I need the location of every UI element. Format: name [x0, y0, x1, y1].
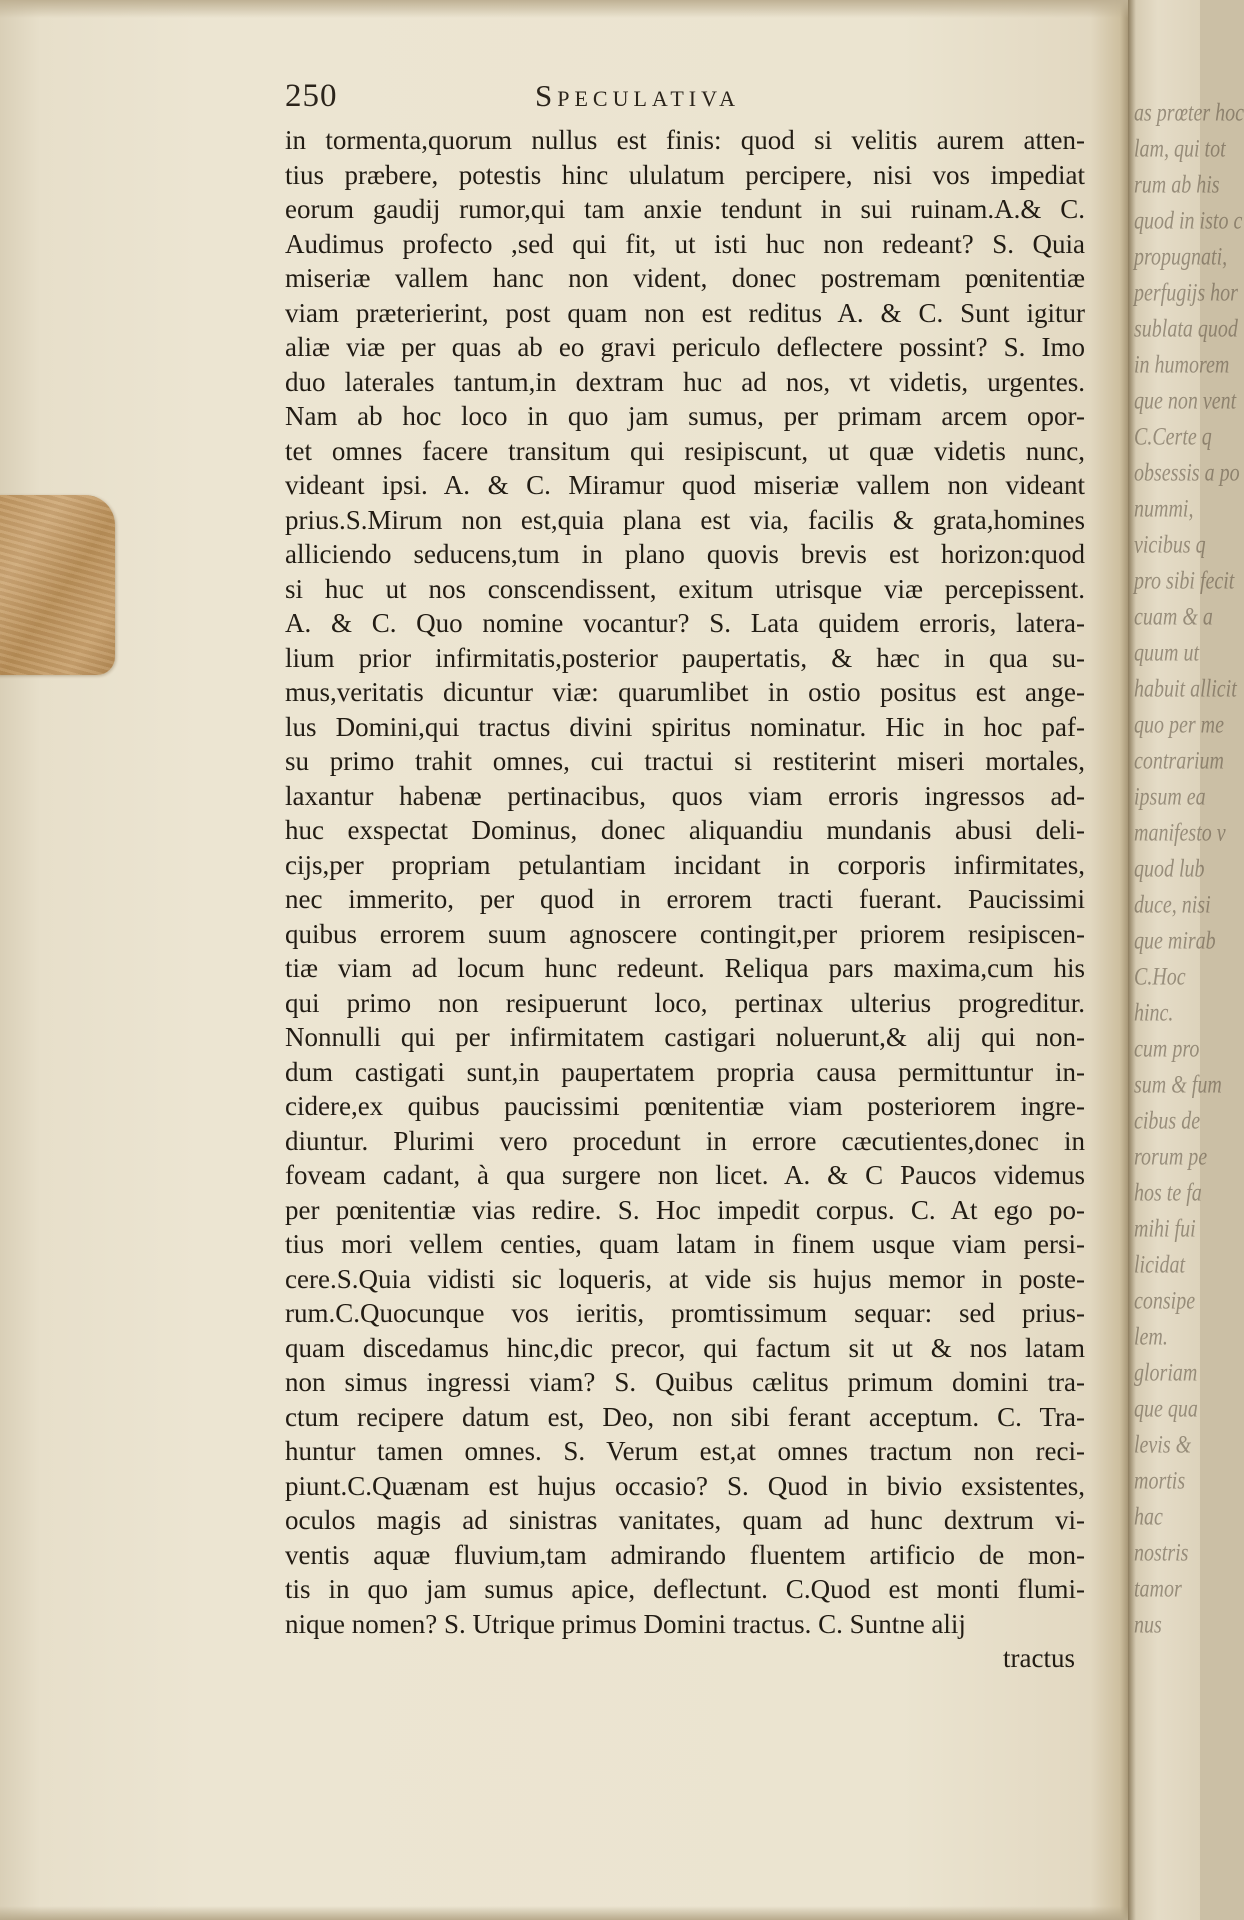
facing-page-line: mortis: [1134, 1467, 1186, 1495]
facing-page-line: consipe: [1134, 1287, 1196, 1315]
facing-page-line: cum pro: [1134, 1035, 1200, 1063]
facing-page-line: cuam & a: [1134, 603, 1213, 631]
text-line: tet omnes facere transitum qui resipiscunt, ut quæ videtis nunc,: [285, 435, 1085, 466]
text-line: piunt.C.Quænam est hujus occasio? S. Quod in bivio exsistentes,: [285, 1470, 1085, 1501]
facing-page-line: hac: [1134, 1503, 1163, 1531]
facing-page-line: quod lub: [1134, 855, 1205, 883]
text-line: lium prior infirmitatis,posterior paupertatis, & hæc in qua su-: [285, 642, 1085, 673]
text-line: A. & C. Quo nomine vocantur? S. Lata quidem erroris, latera-: [285, 608, 1085, 638]
text-line: eorum gaudij rumor,qui tam anxie tendunt in sui ruinam.A.& C.: [285, 194, 1085, 224]
text-line: Nam ab hoc loco in quo jam sumus, per primam arcem opor-: [285, 401, 1085, 431]
facing-page-line: rum ab his: [1134, 171, 1220, 199]
facing-page-line: contrarium: [1134, 747, 1224, 775]
text-line: tis in quo jam sumus apice, deflectunt. C.Quod est monti flumi-: [285, 1574, 1085, 1604]
facing-page-line: quo per me: [1134, 711, 1224, 739]
text-line: duo laterales tantum,in dextram huc ad nos, vt videtis, urgentes.: [285, 366, 1085, 397]
text-line: lus Domini,qui tractus divini spiritus nominatur. Hic in hoc paf-: [285, 711, 1085, 742]
text-line: dum castigati sunt,in paupertatem propria causa permittuntur in-: [285, 1056, 1085, 1087]
text-line: cidere,ex quibus paucissimi pœnitentiæ viam posteriorem ingre-: [285, 1091, 1085, 1121]
text-line: oculos magis ad sinistras vanitates, quam ad hunc dextrum vi-: [285, 1505, 1085, 1535]
facing-page-line: nostris: [1134, 1539, 1189, 1567]
facing-page-line: nus: [1134, 1611, 1162, 1639]
facing-page-line: que qua: [1134, 1395, 1198, 1423]
text-line: cijs,per propriam petulantiam incidant in corporis infirmitates,: [285, 849, 1085, 880]
text-line: ctum recipere datum est, Deo, non sibi ferant acceptum. C. Tra-: [285, 1401, 1085, 1432]
text-line: si huc ut nos conscendissent, exitum utrisque viæ percepissent.: [285, 573, 1085, 604]
facing-page-line: sum & fum: [1134, 1071, 1222, 1099]
page-top-shadow: [0, 0, 1128, 18]
text-line: in tormenta,quorum nullus est finis: quod si velitis aurem atten-: [285, 125, 1085, 155]
text-line: foveam cadant, à qua surgere non licet. A. & C Paucos videmus: [285, 1160, 1085, 1190]
facing-page-line: pro sibi fecit: [1134, 567, 1235, 595]
facing-page-line: C.Hoc: [1134, 963, 1186, 991]
facing-page-line: perfugijs hor: [1134, 279, 1238, 307]
page-number: 250: [285, 78, 338, 114]
facing-page-line: levis &: [1134, 1431, 1192, 1459]
facing-page-line: que mirab: [1134, 927, 1216, 955]
facing-page-line: sublata quod: [1134, 315, 1238, 343]
text-line: huntur tamen omnes. S. Verum est,at omnes tractum non reci-: [285, 1436, 1085, 1466]
facing-page-edge: [1128, 0, 1244, 1920]
adhesive-tape-mark: [0, 495, 115, 675]
facing-page-line: manifesto v: [1134, 819, 1226, 847]
page-bottom-shadow: [0, 1906, 1128, 1920]
text-line: cere.S.Quia vidisti sic loqueris, at vide sis hujus memor in poste-: [285, 1263, 1085, 1294]
facing-page-line: quum ut: [1134, 639, 1199, 667]
catchword: tractus: [1003, 1643, 1075, 1673]
text-line: viam præterierint, post quam non est reditus A. & C. Sunt igitur: [285, 297, 1085, 328]
facing-page-line: hinc.: [1134, 999, 1174, 1027]
text-line: aliæ viæ per quas ab eo gravi periculo deflectere possint? S. Imo: [285, 332, 1085, 362]
running-title: Speculativa: [535, 78, 741, 113]
text-line: quam discedamus hinc,dic precor, qui factum sit ut & nos latam: [285, 1332, 1085, 1363]
facing-page-line: ipsum ea: [1134, 783, 1206, 811]
text-line: qui primo non resipuerunt loco, pertinax ulterius progreditur.: [285, 987, 1085, 1018]
text-line: laxantur habenæ pertinacibus, quos viam erroris ingressos ad-: [285, 780, 1085, 811]
text-line: tius mori vellem centies, quam latam in finem usque viam persi-: [285, 1229, 1085, 1259]
facing-page-line: nummi,: [1134, 495, 1194, 523]
facing-page-line: obsessis a po: [1134, 459, 1240, 487]
facing-page-line: C.Certe q: [1134, 423, 1212, 451]
text-line: per pœnitentiæ vias redire. S. Hoc impedit corpus. C. At ego po-: [285, 1194, 1085, 1225]
facing-page-line: lem.: [1134, 1323, 1168, 1351]
text-line: quibus errorem suum agnoscere contingit,per priorem resipiscen-: [285, 918, 1085, 949]
facing-page-line: tamor: [1134, 1575, 1182, 1603]
facing-page-line: as prœter hoc: [1134, 99, 1244, 127]
text-line: rum.C.Quocunque vos ieritis, promtissimum sequar: sed prius-: [285, 1298, 1085, 1328]
facing-page-line: lam, qui tot: [1134, 135, 1226, 163]
facing-page-line: quod in isto c: [1134, 207, 1243, 235]
facing-page-line: hos te fa: [1134, 1179, 1202, 1207]
text-line: nique nomen? S. Utrique primus Domini tractus. C. Suntne alij: [285, 1608, 966, 1639]
facing-page-text: [1128, 95, 1244, 1643]
text-line: tiæ viam ad locum hunc redeunt. Reliqua pars maxima,cum his: [285, 953, 1085, 983]
text-line: mus,veritatis dicuntur viæ: quarumlibet in ostio positus est ange-: [285, 677, 1085, 707]
text-line: nec immerito, per quod in errorem tracti fuerant. Paucissimi: [285, 884, 1085, 914]
facing-page-line: que non vent: [1134, 387, 1237, 415]
text-line: ventis aquæ fluvium,tam admirando fluentem artificio de mon-: [285, 1539, 1085, 1570]
facing-page-line: duce, nisi: [1134, 891, 1211, 919]
facing-page-line: rorum pe: [1134, 1143, 1208, 1171]
body-text: [285, 123, 1085, 1676]
text-line: alliciendo seducens,tum in plano quovis brevis est horizon:quod: [285, 539, 1085, 569]
facing-page-line: vicibus q: [1134, 531, 1206, 559]
text-line: su primo trahit omnes, cui tractui si restiterint miseri mortales,: [285, 746, 1085, 776]
facing-page-line: gloriam: [1134, 1359, 1198, 1387]
facing-page-line: propugnati,: [1134, 243, 1228, 271]
facing-page-line: cibus de: [1134, 1107, 1201, 1135]
text-line: Audimus profecto ,sed qui fit, ut isti huc non redeant? S. Quia: [285, 228, 1085, 259]
text-line: Nonnulli qui per infirmitatem castigari noluerunt,& alij qui non-: [285, 1022, 1085, 1052]
text-line: prius.S.Mirum non est,quia plana est via, facilis & grata,homines: [285, 504, 1085, 535]
text-line: non simus ingressi viam? S. Quibus cælitus primum domini tra-: [285, 1367, 1085, 1397]
facing-page-line: mihi fui: [1134, 1215, 1196, 1243]
text-line: videant ipsi. A. & C. Miramur quod miseriæ vallem non videant: [285, 470, 1085, 500]
facing-page-line: habuit allicit: [1134, 675, 1237, 703]
facing-page-line: licidat: [1134, 1251, 1186, 1279]
text-line: huc exspectat Dominus, donec aliquandiu mundanis abusi deli-: [285, 815, 1085, 845]
text-line: miseriæ vallem hanc non vident, donec postremam pœnitentiæ: [285, 263, 1085, 293]
text-line: diuntur. Plurimi vero procedunt in errore cæcutientes,donec in: [285, 1125, 1085, 1156]
running-head: [285, 78, 845, 120]
text-line: tius præbere, potestis hinc ululatum percipere, nisi vos impediat: [285, 159, 1085, 190]
facing-page-line: in humorem: [1134, 351, 1230, 379]
